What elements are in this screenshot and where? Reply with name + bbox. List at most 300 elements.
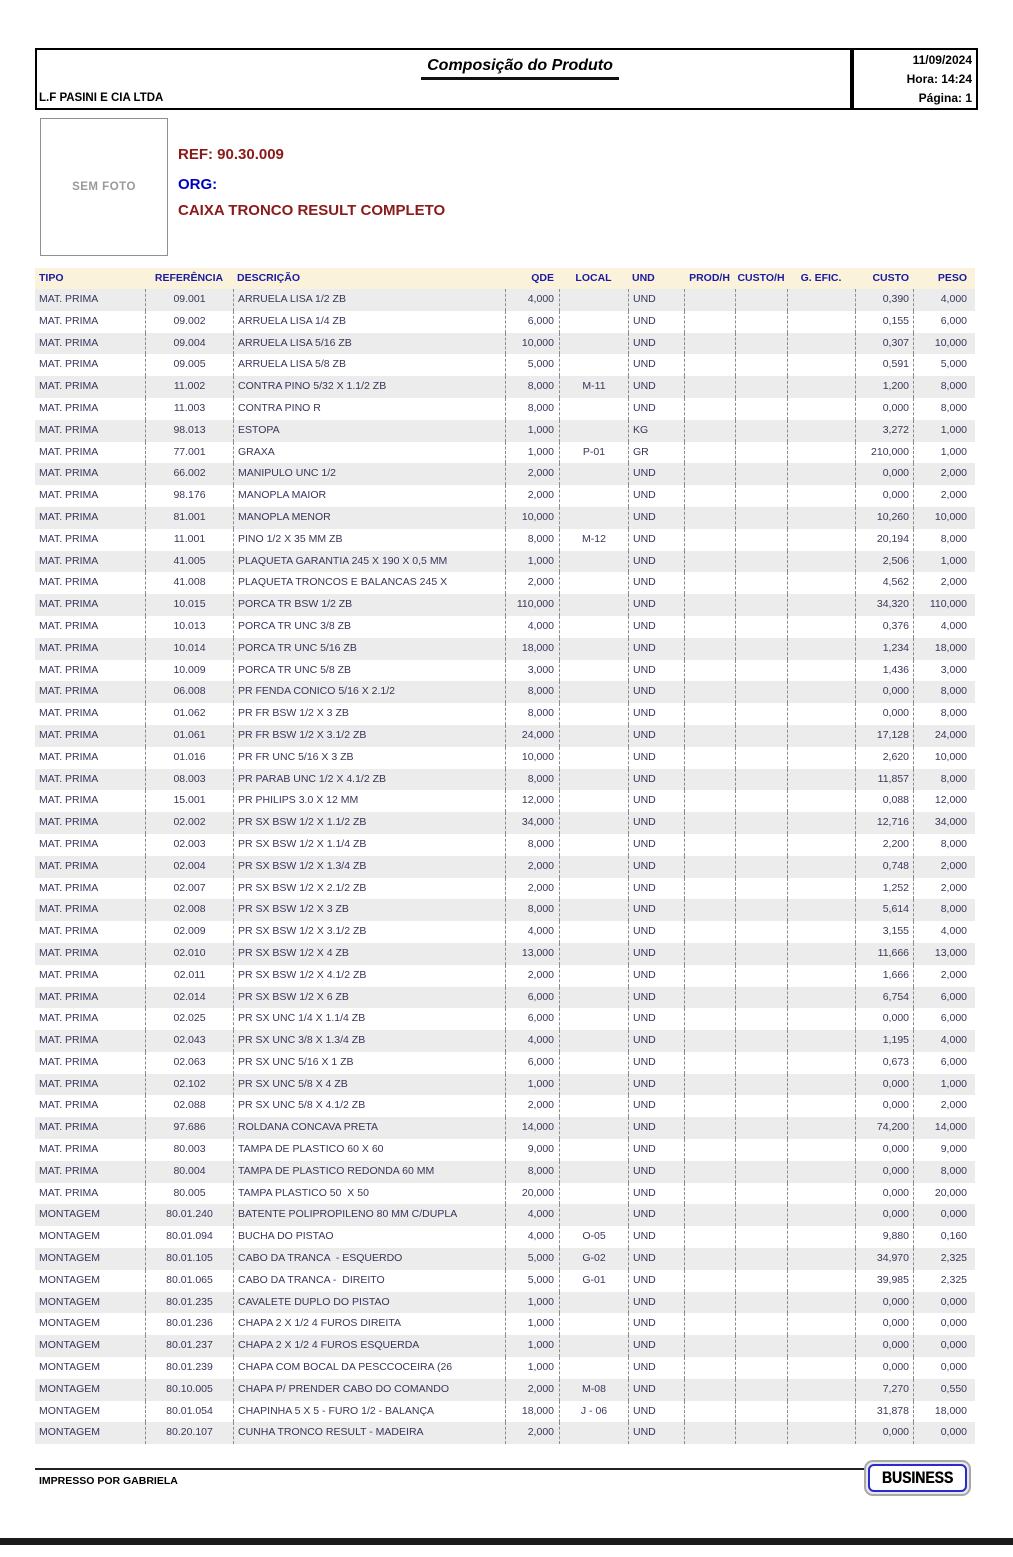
table-cell [735, 1379, 787, 1401]
table-cell: 09.005 [145, 354, 233, 376]
table-cell: ARRUELA LISA 5/8 ZB [233, 354, 505, 376]
table-cell [787, 1335, 855, 1357]
table-cell: UND [628, 681, 684, 703]
report-title [330, 57, 710, 80]
table-cell: 2,000 [913, 485, 975, 507]
table-cell: UND [628, 1161, 684, 1183]
table-cell [559, 1313, 628, 1335]
table-row [35, 1161, 975, 1183]
table-cell: MAT. PRIMA [39, 728, 99, 741]
table-row [35, 965, 975, 987]
table-cell: CHAPA 2 X 1/2 4 FUROS DIREITA [233, 1313, 505, 1335]
table-cell [559, 660, 628, 682]
table-cell: P-01 [559, 442, 628, 464]
table-cell: UND [628, 921, 684, 943]
table-cell [735, 1183, 787, 1205]
table-cell: 0,550 [913, 1379, 975, 1401]
table-cell: 0,000 [855, 1204, 913, 1226]
table-cell: 1,200 [855, 376, 913, 398]
table-cell [787, 1270, 855, 1292]
table-cell: 8,000 [505, 703, 559, 725]
table-cell [787, 311, 855, 333]
table-cell: UND [628, 376, 684, 398]
table-cell: ARRUELA LISA 1/4 ZB [233, 311, 505, 333]
table-cell: 2,000 [505, 965, 559, 987]
table-cell [684, 442, 735, 464]
table-cell: MAT. PRIMA [39, 1055, 99, 1068]
report-time: Hora: 14:24 [906, 71, 972, 86]
table-cell [787, 1422, 855, 1444]
table-cell: 7,270 [855, 1379, 913, 1401]
table-cell [735, 1052, 787, 1074]
table-cell: 0,000 [855, 1335, 913, 1357]
table-cell: 2,000 [913, 572, 975, 594]
table-cell [735, 1313, 787, 1335]
table-cell [684, 463, 735, 485]
table-cell [735, 899, 787, 921]
table-cell: MAT. PRIMA [39, 1121, 99, 1134]
table-cell: M-08 [559, 1379, 628, 1401]
table-cell: 9,000 [505, 1139, 559, 1161]
table-row [35, 333, 975, 355]
table-cell: MAT. PRIMA [39, 293, 99, 305]
table-cell: 10.015 [145, 594, 233, 616]
table-cell: 0,673 [855, 1052, 913, 1074]
table-cell: J - 06 [559, 1401, 628, 1423]
table-cell [684, 987, 735, 1009]
table-cell [559, 311, 628, 333]
table-cell: MAT. PRIMA [39, 619, 99, 632]
table-cell [684, 1422, 735, 1444]
table-cell: 34,000 [913, 812, 975, 834]
table-cell: UND [628, 1248, 684, 1270]
table-cell: M-12 [559, 529, 628, 551]
table-cell [735, 507, 787, 529]
table-cell: 12,000 [505, 790, 559, 812]
table-cell [684, 943, 735, 965]
table-cell: 4,000 [913, 1030, 975, 1052]
table-cell: MAT. PRIMA [39, 489, 99, 502]
table-cell: 97.686 [145, 1117, 233, 1139]
table-cell: 2,000 [505, 1095, 559, 1117]
table-cell: MAT. PRIMA [39, 1012, 99, 1025]
table-cell: 5,000 [505, 354, 559, 376]
table-cell [735, 1270, 787, 1292]
table-cell: 3,000 [505, 660, 559, 682]
table-cell: PORCA TR UNC 5/8 ZB [233, 660, 505, 682]
table-cell: 0,000 [855, 1422, 913, 1444]
table-cell [559, 1074, 628, 1096]
table-cell [559, 725, 628, 747]
table-cell: UND [628, 1030, 684, 1052]
table-cell: UND [628, 572, 684, 594]
table-cell: KG [628, 420, 684, 442]
table-cell: 0,000 [913, 1422, 975, 1444]
table-header-row [35, 268, 975, 289]
table-cell: CHAPA 2 X 1/2 4 FUROS ESQUERDA [233, 1335, 505, 1357]
table-cell: 1,000 [505, 1335, 559, 1357]
table-cell [559, 398, 628, 420]
table-cell: MAT. PRIMA [39, 358, 99, 371]
table-row [35, 311, 975, 333]
table-cell: UND [628, 507, 684, 529]
table-cell: 11.003 [145, 398, 233, 420]
table-cell: 4,000 [505, 921, 559, 943]
table-row [35, 1401, 975, 1423]
table-cell: 2,620 [855, 747, 913, 769]
table-cell: PR PHILIPS 3.0 X 12 MM [233, 790, 505, 812]
table-cell: 74,200 [855, 1117, 913, 1139]
table-cell [684, 529, 735, 551]
table-row [35, 551, 975, 573]
table-cell [787, 1357, 855, 1379]
table-cell: 2,000 [913, 463, 975, 485]
table-cell: 0,000 [855, 1008, 913, 1030]
table-cell: MONTAGEM [39, 1317, 101, 1330]
table-cell [684, 747, 735, 769]
company-name: L.F PASINI E CIA LTDA [39, 92, 164, 104]
table-cell [787, 681, 855, 703]
table-cell [735, 529, 787, 551]
table-cell: 9,880 [855, 1226, 913, 1248]
table-cell: 15.001 [145, 790, 233, 812]
table-cell: 8,000 [913, 703, 975, 725]
table-cell [735, 856, 787, 878]
table-cell: UND [628, 878, 684, 900]
table-cell [787, 420, 855, 442]
table-cell [787, 289, 855, 311]
table-cell: MAT. PRIMA [39, 445, 99, 458]
table-cell [559, 1335, 628, 1357]
table-cell: 1,252 [855, 878, 913, 900]
table-cell [559, 1030, 628, 1052]
table-cell: 4,000 [913, 921, 975, 943]
table-row [35, 485, 975, 507]
table-cell [735, 1008, 787, 1030]
table-cell [559, 463, 628, 485]
table-cell: UND [628, 1270, 684, 1292]
product-ref: REF: 90.30.009 [178, 146, 284, 163]
table-cell: 6,754 [855, 987, 913, 1009]
table-cell [684, 1226, 735, 1248]
table-row [35, 442, 975, 464]
product-org: ORG: [178, 176, 218, 193]
table-cell: MONTAGEM [39, 1426, 101, 1439]
table-cell [787, 1095, 855, 1117]
business-logo [864, 1460, 971, 1496]
table-cell [787, 529, 855, 551]
table-cell: PORCA TR BSW 1/2 ZB [233, 594, 505, 616]
table-cell [735, 376, 787, 398]
table-cell [787, 594, 855, 616]
table-cell: 02.014 [145, 987, 233, 1009]
table-cell [787, 1074, 855, 1096]
table-row [35, 1030, 975, 1052]
table-cell [787, 333, 855, 355]
table-cell: UND [628, 1095, 684, 1117]
table-cell: 4,000 [505, 616, 559, 638]
table-cell [684, 1183, 735, 1205]
table-cell: 80.01.054 [145, 1401, 233, 1423]
table-cell [787, 965, 855, 987]
table-cell [787, 703, 855, 725]
table-cell [787, 442, 855, 464]
table-cell: PR FR BSW 1/2 X 3 ZB [233, 703, 505, 725]
table-cell [684, 660, 735, 682]
table-cell: 0,307 [855, 333, 913, 355]
table-cell: 1,000 [505, 1313, 559, 1335]
table-row [35, 834, 975, 856]
table-cell: 80.01.240 [145, 1204, 233, 1226]
table-cell: MAT. PRIMA [39, 1034, 99, 1047]
table-cell: PR SX UNC 3/8 X 1.3/4 ZB [233, 1030, 505, 1052]
table-cell [787, 551, 855, 573]
table-cell: MAT. PRIMA [39, 772, 99, 785]
table-cell [735, 965, 787, 987]
table-cell: UND [628, 1183, 684, 1205]
table-cell: 210,000 [855, 442, 913, 464]
table-cell: 0,000 [913, 1357, 975, 1379]
table-cell: 0,591 [855, 354, 913, 376]
table-cell: 80.10.005 [145, 1379, 233, 1401]
table-cell: 8,000 [505, 398, 559, 420]
table-cell: 41.008 [145, 572, 233, 594]
table-cell [735, 790, 787, 812]
table-cell: MAT. PRIMA [39, 1099, 99, 1112]
table-cell [787, 1204, 855, 1226]
column-header-0: TIPO [39, 272, 64, 284]
table-cell: 2,000 [505, 572, 559, 594]
table-cell [559, 1204, 628, 1226]
table-cell: 4,000 [913, 289, 975, 311]
table-row [35, 1139, 975, 1161]
table-cell [735, 638, 787, 660]
table-cell: 80.01.105 [145, 1248, 233, 1270]
table-row [35, 1226, 975, 1248]
table-cell: PR SX BSW 1/2 X 4 ZB [233, 943, 505, 965]
table-cell: 13,000 [913, 943, 975, 965]
table-cell: MAT. PRIMA [39, 663, 99, 676]
table-cell [735, 747, 787, 769]
table-cell: UND [628, 747, 684, 769]
table-cell: 20,194 [855, 529, 913, 551]
table-cell: BATENTE POLIPROPILENO 80 MM C/DUPLA [233, 1204, 505, 1226]
table-row [35, 289, 975, 311]
table-cell [787, 725, 855, 747]
table-cell: PR FENDA CONICO 5/16 X 2.1/2 [233, 681, 505, 703]
table-cell: 80.01.235 [145, 1292, 233, 1314]
table-cell: 34,000 [505, 812, 559, 834]
table-cell [684, 1313, 735, 1335]
table-cell: ARRUELA LISA 5/16 ZB [233, 333, 505, 355]
table-cell: MAT. PRIMA [39, 467, 99, 480]
column-header-3: QDE [531, 272, 554, 284]
table-cell [559, 594, 628, 616]
table-cell [735, 616, 787, 638]
table-row [35, 463, 975, 485]
table-cell: 11.002 [145, 376, 233, 398]
table-cell: MAT. PRIMA [39, 685, 99, 698]
table-cell: 24,000 [505, 725, 559, 747]
table-cell: 34,320 [855, 594, 913, 616]
table-row [35, 572, 975, 594]
table-cell: 98.013 [145, 420, 233, 442]
table-cell: 24,000 [913, 725, 975, 747]
table-cell [559, 638, 628, 660]
table-cell: MAT. PRIMA [39, 816, 99, 829]
table-cell: 6,000 [913, 987, 975, 1009]
table-cell: 1,000 [505, 1074, 559, 1096]
table-row [35, 703, 975, 725]
table-row [35, 1248, 975, 1270]
table-cell: UND [628, 1204, 684, 1226]
table-cell: MAT. PRIMA [39, 1077, 99, 1090]
table-cell: 80.01.236 [145, 1313, 233, 1335]
table-cell: UND [628, 1008, 684, 1030]
table-cell: UND [628, 1313, 684, 1335]
table-row [35, 638, 975, 660]
table-cell: 8,000 [505, 769, 559, 791]
table-cell: ESTOPA [233, 420, 505, 442]
table-cell: 8,000 [913, 834, 975, 856]
table-cell [735, 1357, 787, 1379]
table-row [35, 812, 975, 834]
table-cell: 8,000 [505, 529, 559, 551]
table-cell: 2,325 [913, 1248, 975, 1270]
table-cell: MAT. PRIMA [39, 925, 99, 938]
table-cell: 1,000 [913, 1074, 975, 1096]
table-cell: 10,000 [913, 333, 975, 355]
table-cell: MAT. PRIMA [39, 554, 99, 567]
table-cell [684, 485, 735, 507]
table-cell [684, 703, 735, 725]
table-body [35, 289, 975, 1444]
table-cell [559, 1161, 628, 1183]
table-cell: UND [628, 463, 684, 485]
table-row [35, 1074, 975, 1096]
table-cell: 0,000 [913, 1335, 975, 1357]
table-cell: 66.002 [145, 463, 233, 485]
table-cell: 18,000 [505, 1401, 559, 1423]
table-cell: M-11 [559, 376, 628, 398]
table-cell: 02.025 [145, 1008, 233, 1030]
table-cell [787, 1183, 855, 1205]
table-cell [684, 921, 735, 943]
table-cell [787, 354, 855, 376]
business-logo-inner [868, 1464, 967, 1492]
table-cell: CONTRA PINO 5/32 X 1.1/2 ZB [233, 376, 505, 398]
table-cell: 02.007 [145, 878, 233, 900]
table-cell [684, 1052, 735, 1074]
table-cell [787, 485, 855, 507]
table-cell: UND [628, 1139, 684, 1161]
table-cell: 8,000 [913, 1161, 975, 1183]
table-cell: 1,000 [913, 551, 975, 573]
table-cell [735, 594, 787, 616]
table-cell: 18,000 [505, 638, 559, 660]
table-row [35, 1117, 975, 1139]
table-cell [735, 1030, 787, 1052]
table-cell: 01.016 [145, 747, 233, 769]
table-cell: PR SX BSW 1/2 X 1.1/2 ZB [233, 812, 505, 834]
table-cell: UND [628, 333, 684, 355]
table-cell [559, 965, 628, 987]
column-header-8: G. EFIC. [800, 272, 842, 284]
table-cell [684, 1095, 735, 1117]
table-cell [735, 442, 787, 464]
table-cell: 2,000 [505, 463, 559, 485]
table-cell [684, 507, 735, 529]
table-row [35, 1095, 975, 1117]
table-row [35, 899, 975, 921]
table-cell: 80.004 [145, 1161, 233, 1183]
table-cell: 14,000 [505, 1117, 559, 1139]
table-cell: 14,000 [913, 1117, 975, 1139]
table-row [35, 1008, 975, 1030]
table-row [35, 660, 975, 682]
table-cell [735, 987, 787, 1009]
table-row [35, 681, 975, 703]
table-cell: 0,748 [855, 856, 913, 878]
product-name: CAIXA TRONCO RESULT COMPLETO [178, 202, 446, 219]
table-cell: G-01 [559, 1270, 628, 1292]
table-row [35, 856, 975, 878]
table-cell: 9,000 [913, 1139, 975, 1161]
table-cell [559, 681, 628, 703]
table-cell: MONTAGEM [39, 1295, 101, 1308]
table-cell: 1,234 [855, 638, 913, 660]
table-cell: 17,128 [855, 725, 913, 747]
table-cell: 01.062 [145, 703, 233, 725]
table-cell: 2,000 [505, 485, 559, 507]
table-cell: UND [628, 1074, 684, 1096]
table-cell [559, 747, 628, 769]
table-cell [787, 747, 855, 769]
table-row [35, 354, 975, 376]
table-cell [735, 289, 787, 311]
table-cell: BUCHA DO PISTAO [233, 1226, 505, 1248]
table-cell [787, 376, 855, 398]
table-cell [735, 769, 787, 791]
table-cell [787, 943, 855, 965]
table-cell: 80.01.239 [145, 1357, 233, 1379]
table-cell [559, 485, 628, 507]
table-cell: UND [628, 703, 684, 725]
table-cell: 0,000 [855, 1183, 913, 1205]
table-cell [787, 1161, 855, 1183]
table-cell: 2,000 [913, 878, 975, 900]
table-cell: 5,000 [505, 1248, 559, 1270]
table-cell: MAT. PRIMA [39, 859, 99, 872]
table-cell [684, 1139, 735, 1161]
table-cell: 10.014 [145, 638, 233, 660]
table-cell [684, 856, 735, 878]
table-cell [787, 398, 855, 420]
table-cell: UND [628, 1401, 684, 1423]
table-cell: 2,506 [855, 551, 913, 573]
table-cell: 4,000 [505, 1226, 559, 1248]
table-cell [735, 1095, 787, 1117]
table-cell: 6,000 [913, 1052, 975, 1074]
table-cell: MAT. PRIMA [39, 750, 99, 763]
table-cell: PR SX BSW 1/2 X 1.1/4 ZB [233, 834, 505, 856]
table-cell [559, 899, 628, 921]
table-cell [787, 1379, 855, 1401]
table-cell: 2,000 [505, 856, 559, 878]
column-header-6: PROD/H [689, 272, 730, 284]
table-cell: 0,000 [913, 1292, 975, 1314]
table-cell [735, 1401, 787, 1423]
